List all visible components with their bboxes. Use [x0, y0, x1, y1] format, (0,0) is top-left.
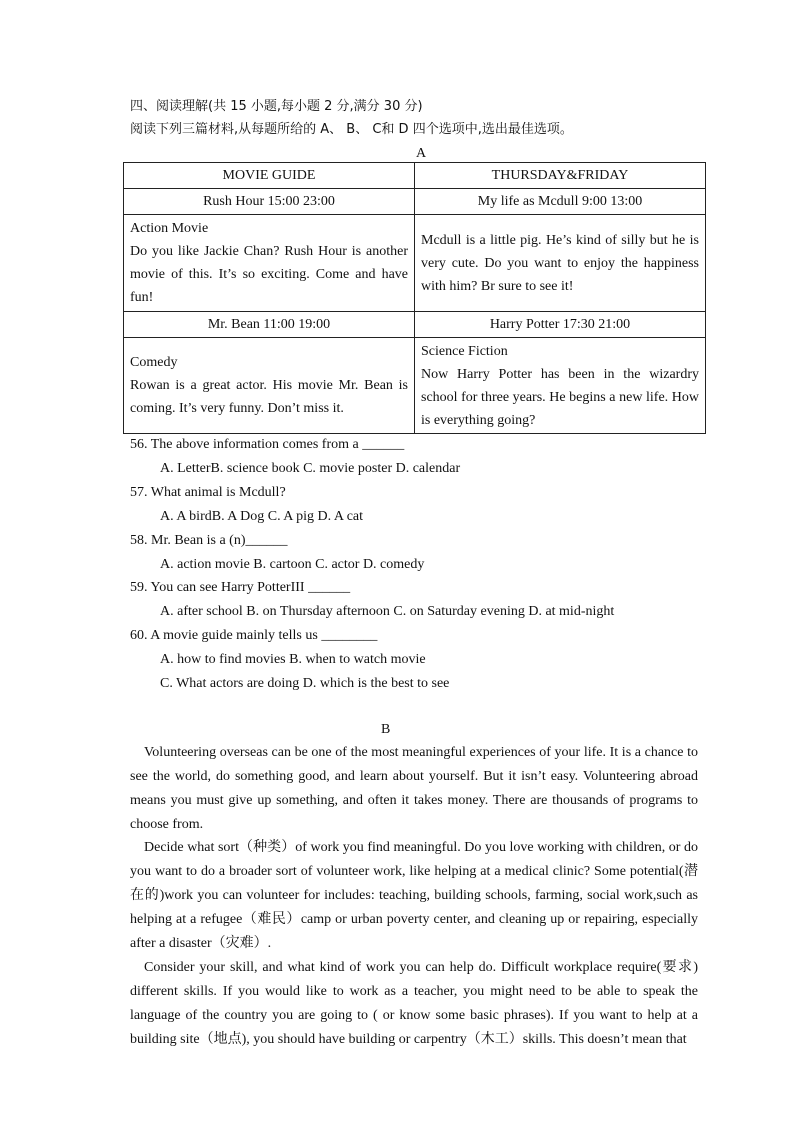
section-title: 四、阅读理解(共 15 小题,每小题 2 分,满分 30 分) [130, 99, 423, 114]
table-row [124, 312, 706, 338]
question-59: 59. You can see Harry PotterIII ______ [130, 580, 351, 595]
paragraph-1 [130, 741, 698, 837]
mr-bean-description [124, 338, 415, 434]
day-header: THURSDAY&FRIDAY [415, 163, 706, 189]
question-57: 57. What animal is Mcdull? [130, 485, 286, 500]
harry-potter-text: Now Harry Potter has been in the wizardry school for three years. He begins a new life. How is everything going? [421, 366, 699, 428]
paragraph-3 [130, 956, 698, 1052]
table-row [124, 215, 706, 312]
passage-b-label: B [381, 722, 391, 737]
rush-hour-description [124, 215, 415, 312]
mr-bean-showtimes: Mr. Bean 11:00 19:00 [124, 312, 415, 338]
harry-potter-genre: Science Fiction [421, 343, 508, 359]
paragraph-2-text: Decide what sort（种类）of work you find meaningful. Do you love working with children, or do you want to do a broader sort of volunteer work, like helping at a medical clinic? Some potential(潜在的)work you can volunteer for includes: teaching, building schools, farming, social work,such as helping at a refugee（难民）camp or urban poverty center, and cleaning up or repairing, especially after a disaster（灾难）. [130, 840, 698, 951]
rush-hour-genre: Action Movie [130, 221, 209, 236]
table-row [124, 189, 706, 215]
question-56: 56. The above information comes from a ______ [130, 437, 405, 452]
question-57-options: A. A birdB. A Dog C. A pig D. A cat [160, 509, 364, 524]
question-60-options-2: C. What actors are doing D. which is the best to see [160, 676, 450, 691]
movie-guide-header: MOVIE GUIDE [124, 163, 415, 189]
table-row [124, 338, 706, 434]
question-58: 58. Mr. Bean is a (n)______ [130, 533, 288, 548]
question-60-options-1: A. how to find movies B. when to watch movie [160, 652, 426, 667]
paragraph-2 [130, 836, 698, 956]
instructions: 阅读下列三篇材料,从每题所给的 A、 B、 C和 D 四个选项中,选出最佳选项。 [130, 122, 573, 137]
harry-potter-description [415, 338, 706, 434]
mcdull-text: Mcdull is a little pig. He’s kind of silly but he is very cute. Do you want to enjoy the happiness with him? Br sure to see it! [421, 232, 699, 294]
table-header-row [124, 163, 706, 189]
harry-potter-showtimes: Harry Potter 17:30 21:00 [415, 312, 706, 338]
mr-bean-text: Rowan is a great actor. His movie Mr. Bean is coming. It’s very funny. Don’t miss it. [130, 378, 408, 416]
question-56-options: A. LetterB. science book C. movie poster D. calendar [160, 461, 461, 476]
paragraph-3-text: Consider your skill, and what kind of work you can help do. Difficult workplace require(要求) different skills. If you would like to work as a teacher, you might need to be able to speak the language of the country you are going to ( or know some basic phrases). If you want to help at a building site（地点), you should have building or carpentry（木工）skills. This doesn’t mean that [130, 960, 698, 1047]
movie-guide-table [123, 162, 706, 434]
rush-hour-text: Do you like Jackie Chan? Rush Hour is another movie of this. It’s so exciting. Come and have fun! [130, 244, 408, 305]
question-60: 60. A movie guide mainly tells us ________ [130, 628, 378, 643]
rush-hour-showtimes: Rush Hour 15:00 23:00 [124, 189, 415, 215]
question-59-options: A. after school B. on Thursday afternoon C. on Saturday evening D. at mid-night [160, 604, 615, 619]
mcdull-showtimes: My life as Mcdull 9:00 13:00 [415, 189, 706, 215]
question-58-options: A. action movie B. cartoon C. actor D. comedy [160, 557, 425, 572]
passage-a-label: A [416, 146, 427, 161]
paragraph-1-text: Volunteering overseas can be one of the most meaningful experiences of your life. It is a chance to see the world, do something good, and learn about yourself. But it isn’t easy. Volunteering abroad means you must give up something, and often it takes money. There are thousands of programs to choose from. [130, 745, 698, 832]
mr-bean-genre: Comedy [130, 355, 178, 370]
mcdull-description [415, 215, 706, 312]
